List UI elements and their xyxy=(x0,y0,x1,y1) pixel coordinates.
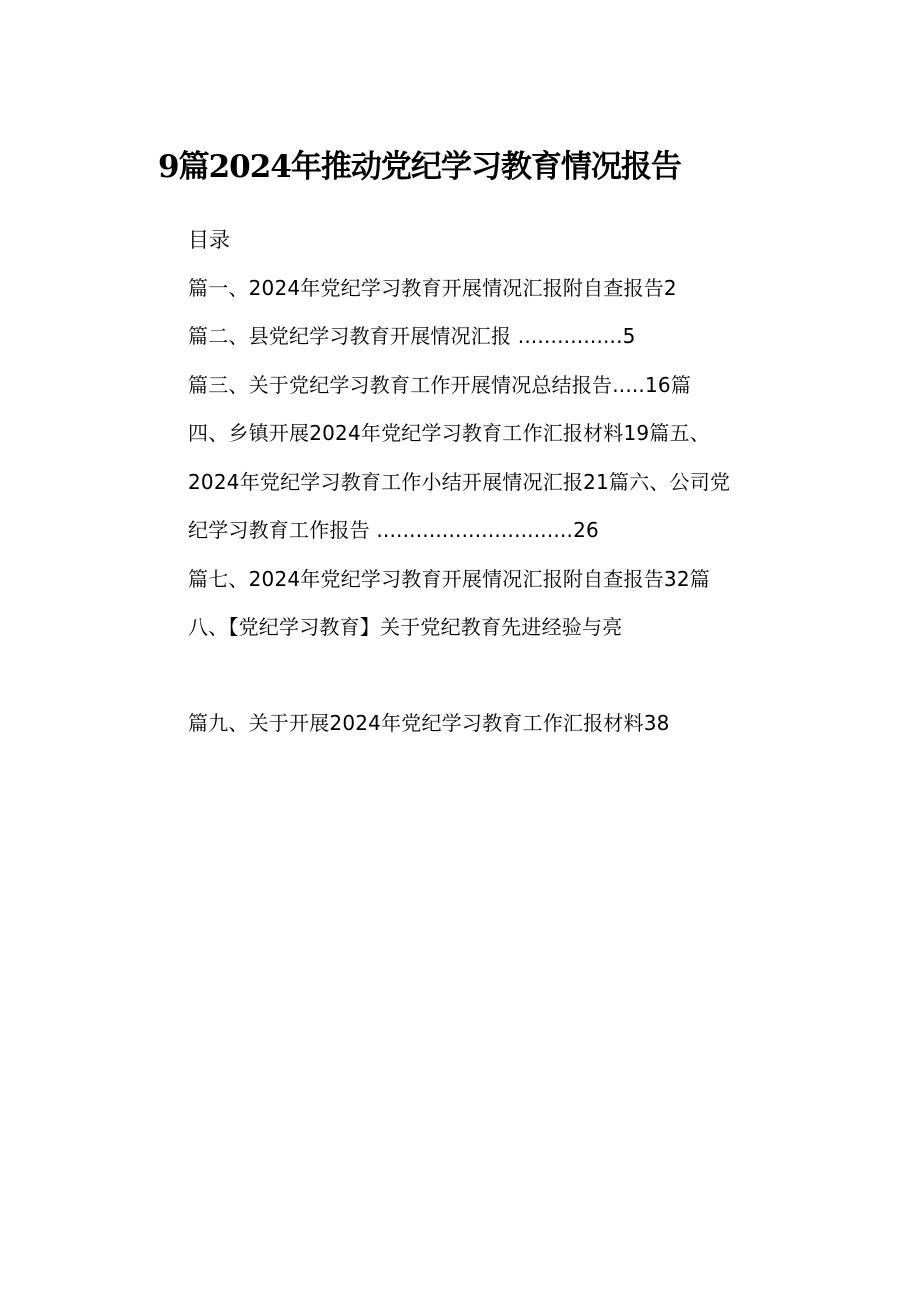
toc-line: 八、【党纪学习教育】关于党纪教育先进经验与亮 xyxy=(188,615,623,639)
document-title: 9篇2024年推动党纪学习教育情况报告 xyxy=(158,149,681,185)
toc-line: 篇九、关于开展2024年党纪学习教育工作汇报材料38 xyxy=(188,711,670,735)
toc-line: 篇一、2024年党纪学习教育开展情况汇报附自查报告2 xyxy=(188,276,677,300)
toc-line: 四、乡镇开展2024年党纪学习教育工作汇报材料19篇五、 xyxy=(188,421,710,445)
toc-line: 2024年党纪学习教育工作小结开展情况汇报21篇六、公司党 xyxy=(188,470,731,494)
toc-line: 篇七、2024年党纪学习教育开展情况汇报附自查报告32篇 xyxy=(188,567,710,591)
toc-heading: 目录 xyxy=(188,228,230,252)
toc-line: 篇三、关于党纪学习教育工作开展情况总结报告.....16篇 xyxy=(188,373,692,397)
toc-line: 篇二、县党纪学习教育开展情况汇报 ................5 xyxy=(188,324,636,348)
toc-line: 纪学习教育工作报告 ..............................26 xyxy=(188,518,599,542)
